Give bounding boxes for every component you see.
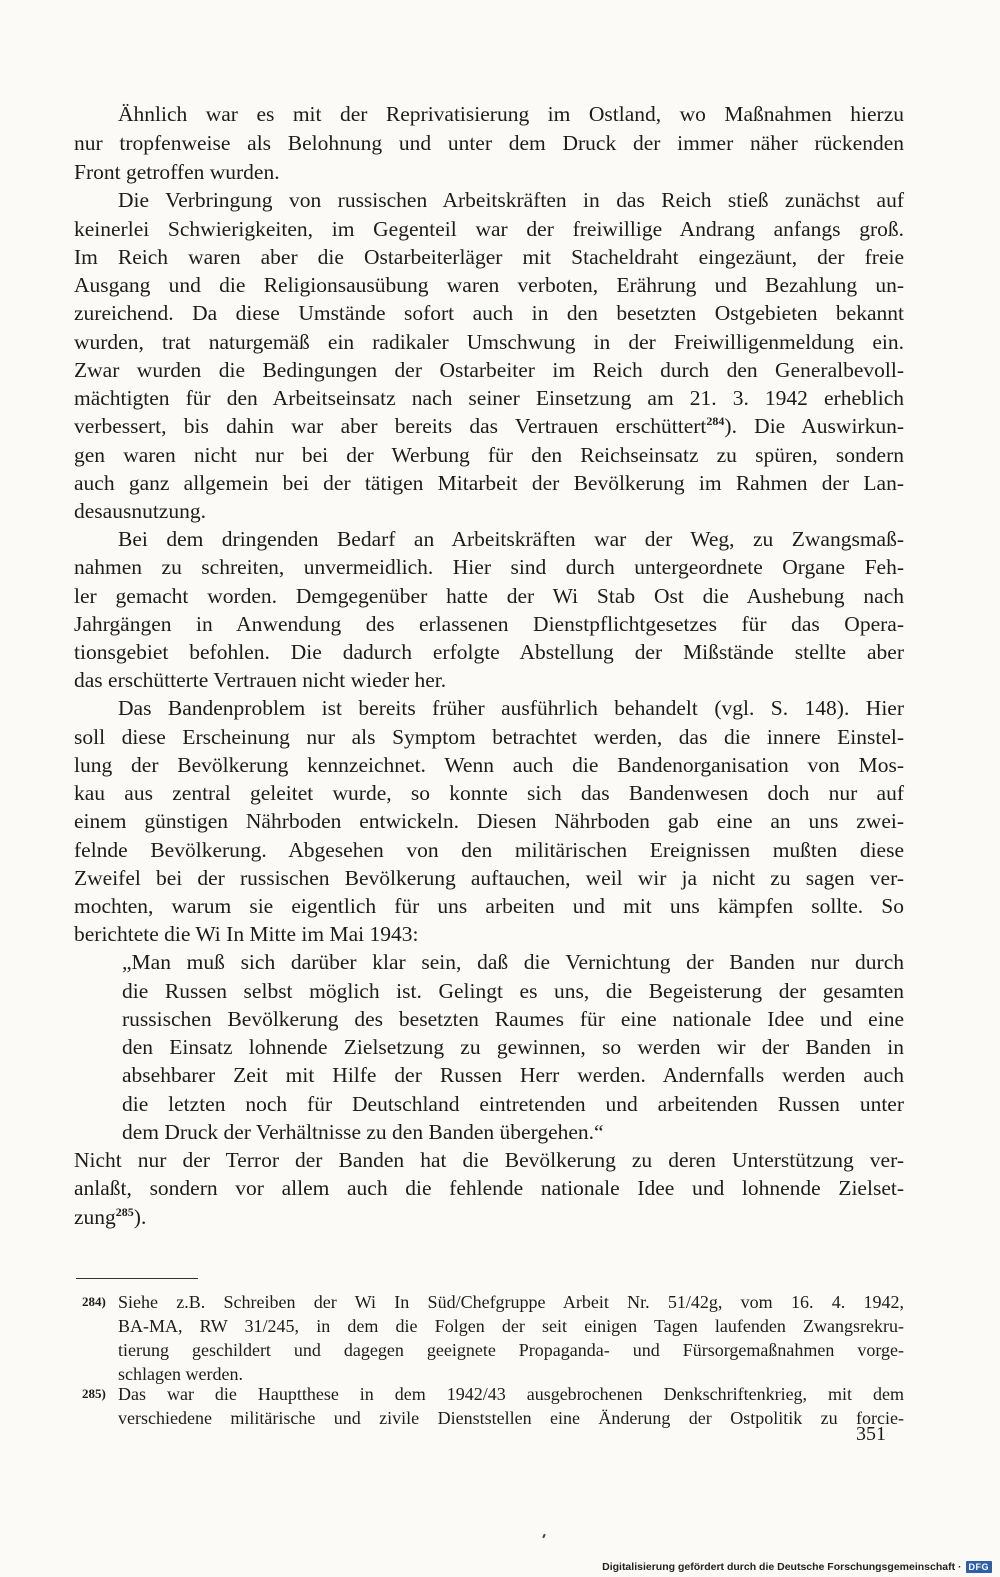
footnote-line: verschiedene militärische und zivile Dienststellen eine Änderung der Ostpolitik zu forcie- — [118, 1408, 904, 1428]
text-line: Nicht nur der Terror der Banden hat die Bevölkerung zu deren Unterstützung ver- — [74, 1148, 904, 1172]
text-segment: verbessert, bis dahin war aber bereits das Vertrauen erschüttert — [74, 414, 707, 438]
quote-line: die Russen selbst möglich ist. Gelingt es uns, die Begeisterung der gesamten — [122, 979, 904, 1003]
quote-line: „Man muß sich darüber klar sein, daß die Vernichtung der Banden nur durch — [122, 950, 904, 974]
footnote-line: BA-MA, RW 31/245, in dem die Folgen der seit einigen Tagen laufenden Zwangsrekru- — [118, 1316, 904, 1336]
text-line: mochten, warum sie eigentlich für uns arbeiten und mit uns kämpfen sollte. So — [74, 894, 904, 918]
dfg-logo-icon: DFG — [966, 1561, 993, 1573]
text-line — [74, 412, 904, 440]
page-number: 351 — [856, 1423, 886, 1445]
text-line: Zweifel bei der russischen Bevölkerung auftauchen, weil wir ja nicht zu sagen ver- — [74, 866, 904, 890]
text-line: Zwar wurden die Bedingungen der Ostarbeiter im Reich durch den Generalbevoll- — [74, 358, 904, 382]
quote-line: russischen Bevölkerung des besetzten Raumes für eine nationale Idee und eine — [122, 1007, 904, 1031]
text-line: anlaßt, sondern vor allem auch die fehlende nationale Idee und lohnende Zielset- — [74, 1176, 904, 1200]
footnote-mark: 284) — [82, 1294, 106, 1309]
text-line: Die Verbringung von russischen Arbeitskräften in das Reich stieß zunächst auf — [118, 188, 904, 212]
text-line: tionsgebiet befohlen. Die dadurch erfolgte Abstellung der Mißstände stellte aber — [74, 640, 904, 664]
scan-speck — [542, 1534, 546, 1538]
quote-line: die letzten noch für Deutschland eintretenden und arbeitenden Russen unter — [122, 1092, 904, 1116]
footnote-mark: 285) — [82, 1386, 106, 1401]
text-line: nur tropfenweise als Belohnung und unter dem Druck der immer näher rückenden — [74, 131, 904, 155]
quote-line: den Einsatz lohnende Zielsetzung zu gewinnen, so werden wir der Banden in — [122, 1035, 904, 1059]
text-line: lung der Bevölkerung kennzeichnet. Wenn auch die Bandenorganisation von Mos- — [74, 753, 904, 777]
text-line: Front getroffen wurden. — [74, 160, 280, 184]
quote-line: dem Druck der Verhältnisse zu den Banden übergehen.“ — [122, 1120, 604, 1144]
text-line: kau aus zentral geleitet wurde, so konnte sich das Bandenwesen doch nur auf — [74, 781, 904, 805]
text-segment: ). Die Auswirkun- — [724, 414, 904, 438]
footnote-line: schlagen werden. — [118, 1364, 243, 1384]
text-line: keinerlei Schwierigkeiten, im Gegenteil war der freiwillige Andrang anfangs groß. — [74, 217, 904, 241]
text-line: Das Bandenproblem ist bereits früher ausführlich behandelt (vgl. S. 148). Hier — [118, 696, 904, 720]
text-line: ler gemacht worden. Demgegenüber hatte der Wi Stab Ost die Aushebung nach — [74, 584, 904, 608]
text-line: nahmen zu schreiten, unvermeidlich. Hier sind durch untergeordnete Organe Feh- — [74, 555, 904, 579]
footnote-line: Siehe z.B. Schreiben der Wi In Süd/Chefgruppe Arbeit Nr. 51/42g, vom 16. 4. 1942, — [118, 1292, 904, 1312]
text-line — [74, 1203, 904, 1231]
text-line: gen waren nicht nur bei der Werbung für den Reichseinsatz zu spüren, sondern — [74, 443, 904, 467]
text-segment: zung — [74, 1205, 116, 1229]
footnote-line: tierung geschildert und dagegen geeignete Propaganda- und Fürsorgemaßnahmen vorge- — [118, 1340, 904, 1360]
text-line: das erschütterte Vertrauen nicht wieder her. — [74, 668, 447, 692]
text-line: Bei dem dringenden Bedarf an Arbeitskräften war der Weg, zu Zwangsmaß- — [118, 527, 904, 551]
text-line: soll diese Erscheinung nur als Symptom betrachtet werden, das die innere Einstel- — [74, 725, 904, 749]
text-line: mächtigten für den Arbeitseinsatz nach seiner Einsetzung am 21. 3. 1942 erheblich — [74, 386, 904, 410]
text-line: felnde Bevölkerung. Abgesehen von den militärischen Ereignissen mußten diese — [74, 838, 904, 862]
text-line: desausnutzung. — [74, 499, 206, 523]
text-line: Im Reich waren aber die Ostarbeiterläger mit Stacheldraht eingezäunt, der freie — [74, 245, 904, 269]
text-line: Jahrgängen in Anwendung des erlassenen Dienstpflichtgesetzes für das Opera- — [74, 612, 904, 636]
footnote-separator — [76, 1278, 198, 1279]
digitization-footer — [602, 1561, 992, 1573]
footnote-ref-285: 285 — [115, 1205, 134, 1219]
text-line: auch ganz allgemein bei der tätigen Mitarbeit der Bevölkerung im Rahmen der Lan- — [74, 471, 904, 495]
text-line: einem günstigen Nährboden entwickeln. Diesen Nährboden gab eine an uns zwei- — [74, 809, 904, 833]
text-line: Ausgang und die Religionsausübung waren verboten, Erährung und Bezahlung un- — [74, 273, 904, 297]
footer-text: Digitalisierung gefördert durch die Deutsche Forschungsgemeinschaft · — [602, 1561, 962, 1573]
quote-line: absehbarer Zeit mit Hilfe der Russen Herr werden. Andernfalls werden auch — [122, 1063, 904, 1087]
text-line: Ähnlich war es mit der Reprivatisierung im Ostland, wo Maßnahmen hierzu — [118, 102, 904, 126]
text-line: wurden, trat naturgemäß ein radikaler Umschwung in der Freiwilligenmeldung ein. — [74, 330, 904, 354]
footnote-ref-284: 284 — [706, 414, 725, 428]
text-line: zureichend. Da diese Umstände sofort auch in den besetzten Ostgebieten bekannt — [74, 301, 904, 325]
text-segment: ). — [133, 1205, 147, 1229]
footnote-line: Das war die Hauptthese in dem 1942/43 ausgebrochenen Denkschriftenkrieg, mit dem — [118, 1384, 904, 1404]
text-line: berichtete die Wi In Mitte im Mai 1943: — [74, 922, 419, 946]
